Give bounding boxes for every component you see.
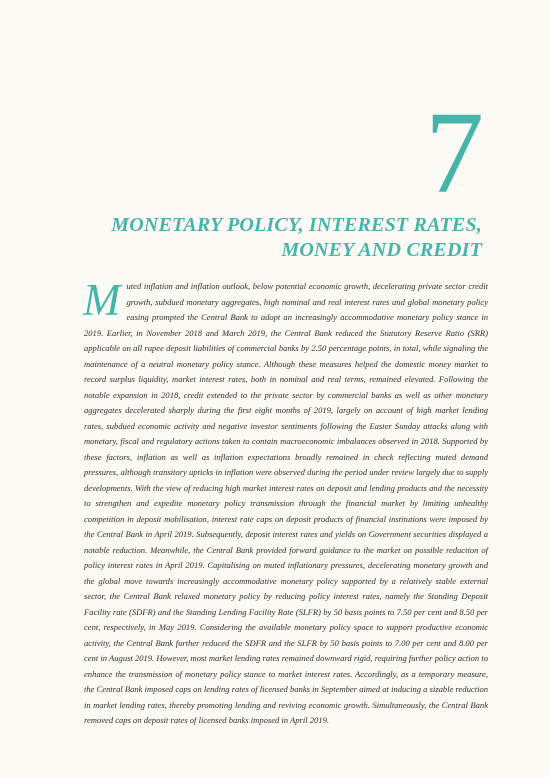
chapter-title-line-2: MONEY AND CREDIT [281,239,482,261]
chapter-title [62,213,482,263]
chapter-intro-text [83,275,488,729]
intro-paragraph: uted inflation and inflation outlook, below potential economic growth, decelerating private sector credit growth, subdued monetary aggregates, high nominal and real interest rates and global monetary policy easing prompted the Central Bank to adopt an increasingly accommodative monetary policy stance in 2019. Earlier, in November 2018 and March 2019, the Central Bank reduced the Statutory Reserve Ratio (SRR) applicable on all rupee deposit liabilities of commercial banks by 2.50 percentage points, in total, while signaling the maintenance of a neutral monetary policy stance. Although these measures helped the domestic money market to record surplus liquidity, market interest rates, both in nominal and real terms, remained elevated. Following the notable expansion in 2018, credit extended to the private sector by commercial banks as well as other monetary aggregates decelerated sharply during the first eight months of 2019, largely on account of high market lending rates, subdued economic activity and negative investor sentiments following the Easter Sunday attacks along with monetary, fiscal and regulatory actions taken to contain macroeconomic imbalances observed in 2018. Supported by these factors, inflation as well as inflation expectations broadly remained in check reflecting muted demand pressures, although transitory upticks in inflation were observed during the period under review largely due to supply developments. With the view of reducing high market interest rates on deposit and lending products and the necessity to strengthen and expedite monetary policy transmission through the financial market by limiting unhealthy competition in deposit mobilisation, interest rate caps on deposit products of financial institutions were imposed by the Central Bank in April 2019. Subsequently, deposit interest rates and yields on Government securities displayed a notable reduction. Meanwhile, the Central Bank provided forward guidance to the market on possible reduction of policy interest rates in April 2019. Capitalising on muted inflationary pressures, decelerating monetary growth and the global move towards increasingly accommodative monetary policy supported by a relatively stable external sector, the Central Bank relaxed monetary policy by reducing policy interest rates, namely the Standing Deposit Facility rate (SDFR) and the Standing Lending Facility Rate (SLFR) by 50 basis points to 7.50 per cent and 8.50 per cent, respectively, in May 2019. Considering the available monetary policy space to support productive economic activity, the Central Bank further reduced the SDFR and the SLFR by 50 basis points to 7.00 per cent and 8.00 per cent in August 2019. However, most market lending rates remained downward rigid, requiring further policy action to enhance the transmission of monetary policy stance to market interest rates. Accordingly, as a temporary measure, the Central Bank imposed caps on lending rates of licensed banks in September aimed at inducing a sizable reduction in market lending rates, thereby promoting lending and reviving economic growth. Simultaneously, the Central Bank removed caps on deposit rates of licensed banks imposed in April 2019. [84,281,488,725]
drop-cap: M [83,275,121,325]
chapter-title-line-1: MONETARY POLICY, INTEREST RATES, [111,214,482,236]
chapter-number: 7 [425,87,484,218]
